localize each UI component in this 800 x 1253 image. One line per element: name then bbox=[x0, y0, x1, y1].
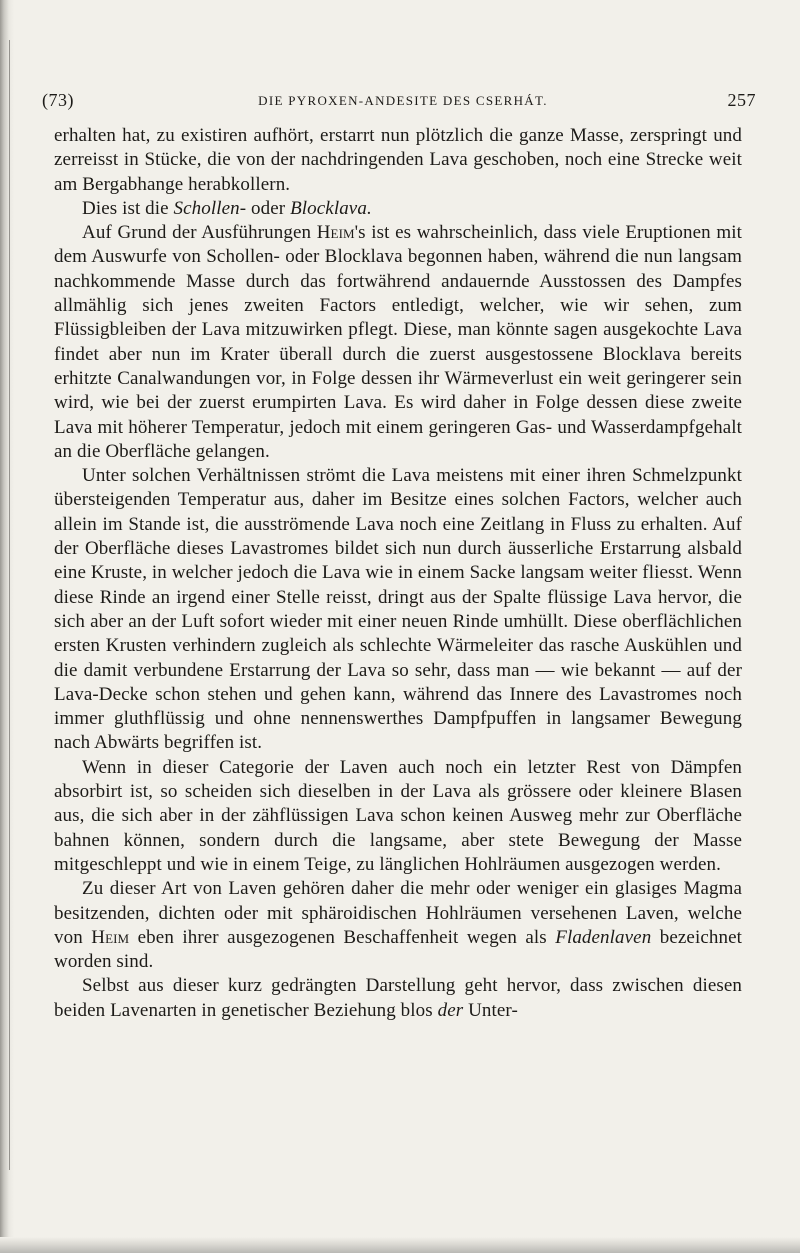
author-name: Heim bbox=[316, 222, 355, 244]
running-title: DIE PYROXEN-ANDESITE DES CSERHÁT. bbox=[258, 93, 548, 108]
text-run: Zu dieser Art von Laven gehören daher die mehr oder weniger ein glasiges Magma besitzenden, dichten oder mit sphäroidischen Hohlräumen versehenen Laven, welche von bbox=[54, 878, 742, 948]
book-page bbox=[36, 90, 770, 1023]
page-number: 257 bbox=[727, 90, 756, 110]
paragraph bbox=[54, 464, 742, 756]
text-run: Dies ist die bbox=[82, 197, 174, 219]
page-binding-line bbox=[9, 40, 10, 1170]
text-run: oder bbox=[246, 197, 291, 219]
page-binding-edge bbox=[0, 0, 14, 1253]
paragraph bbox=[54, 974, 742, 1023]
paragraph bbox=[54, 124, 742, 197]
text-run: Unter solchen Verhältnissen strömt die Lava meistens mit einer ihren Schmelzpunkt übersteigenden Temperatur aus, daher im Besitze eines solchen Factors, welcher auch allein im Stande ist, die ausströmende Lava noch eine Zeitlang in Fluss zu erhalten. Auf der Oberfläche dieses Lavastromes bildet sich nun durch äusserliche Erstarrung alsbald eine Kruste, in welcher jedoch die Lava wie in einem Sacke langsam weiter fliesst. Wenn diese Rinde an irgend einer Stelle reisst, dringt aus der Spalte flüssige Lava hervor, die sich aber an der Luft sofort wieder mit einer neuen Rinde umhüllt. Diese oberflächlichen ersten Krusten verhindern zugleich als schlechte Wärmeleiter das rasche Auskühlen und die damit verbundene Erstarrung der Lava so sehr, dass man — wie bekannt — auf der Lava-Decke schon stehen und gehen kann, während das Innere des Lavastromes noch immer gluthflüssig und ohne nennenswerthes Dampfpuffen in langsamer Bewegung nach Abwärts begriffen ist. bbox=[54, 465, 742, 754]
text-run: Auf Grund der Ausführungen bbox=[82, 222, 317, 244]
italic-term: der bbox=[437, 999, 464, 1021]
italic-term: Blocklava. bbox=[290, 197, 372, 219]
italic-term: Schollen- bbox=[173, 197, 247, 219]
paragraph bbox=[54, 877, 742, 974]
text-run: eben ihrer ausgezogenen Beschaffenheit wegen als bbox=[129, 926, 556, 948]
text-run: 's ist es wahrscheinlich, dass viele Eruptionen mit dem Auswurfe von Schollen- oder Blocklava begonnen haben, während die nun langsam nachkommende Masse durch das fortwährend andauernde Ausstossen des Dampfes allmählig sich jenes zweiten Factors entledigt, welcher, wie wir sehen, zum Flüssigbleiben der Lava mitzuwirken pflegt. Diese, man könnte sagen ausgekochte Lava findet aber nun im Krater überall durch die zuerst ausgestossene Blocklava bereits erhitzte Canalwandungen vor, in Folge dessen ihr Wärmeverlust ein weit geringerer sein wird, wie bei der zuerst erumpirten Lava. Es wird daher in Folge dessen diese zweite Lava mit höherer Temperatur, jedoch mit einem geringeren Gas- und Wasserdampfgehalt an die Oberfläche gelangen. bbox=[54, 222, 742, 462]
paragraph bbox=[54, 221, 742, 464]
page-bottom-shadow bbox=[0, 1237, 800, 1253]
text-run: Unter- bbox=[463, 999, 518, 1021]
text-run: Selbst aus dieser kurz gedrängten Darstellung geht hervor, dass zwischen diesen beiden Lavenarten in genetischer Beziehung blos bbox=[54, 975, 742, 1021]
italic-term: Fladenlaven bbox=[555, 926, 652, 948]
section-number: (73) bbox=[42, 90, 74, 110]
text-run: Wenn in dieser Categorie der Laven auch noch ein letzter Rest von Dämpfen absorbirt ist, so scheiden sich dieselben in der Lava als grössere oder kleinere Blasen aus, die sich aber in der zähflüssigen Lava schon keinen Ausweg mehr zur Oberfläche bahnen können, sondern durch die langsame, aber stete Bewegung der Masse mitgeschleppt und wie in einem Teige, zu länglichen Hohlräumen ausgezogen werden. bbox=[54, 756, 742, 875]
body-text bbox=[54, 124, 742, 1023]
text-run: bezeichnet worden sind. bbox=[54, 926, 742, 973]
text-run: erhalten hat, zu existiren aufhört, erstarrt nun plötzlich die ganze Masse, zerspringt und zerreisst in Stücke, die von der nachdringenden Lava geschoben, noch eine Strecke weit am Bergabhange herabkollern. bbox=[54, 125, 742, 195]
running-head bbox=[36, 90, 770, 116]
author-name: Heim bbox=[91, 926, 130, 948]
paragraph bbox=[54, 756, 742, 877]
paragraph bbox=[54, 197, 742, 221]
